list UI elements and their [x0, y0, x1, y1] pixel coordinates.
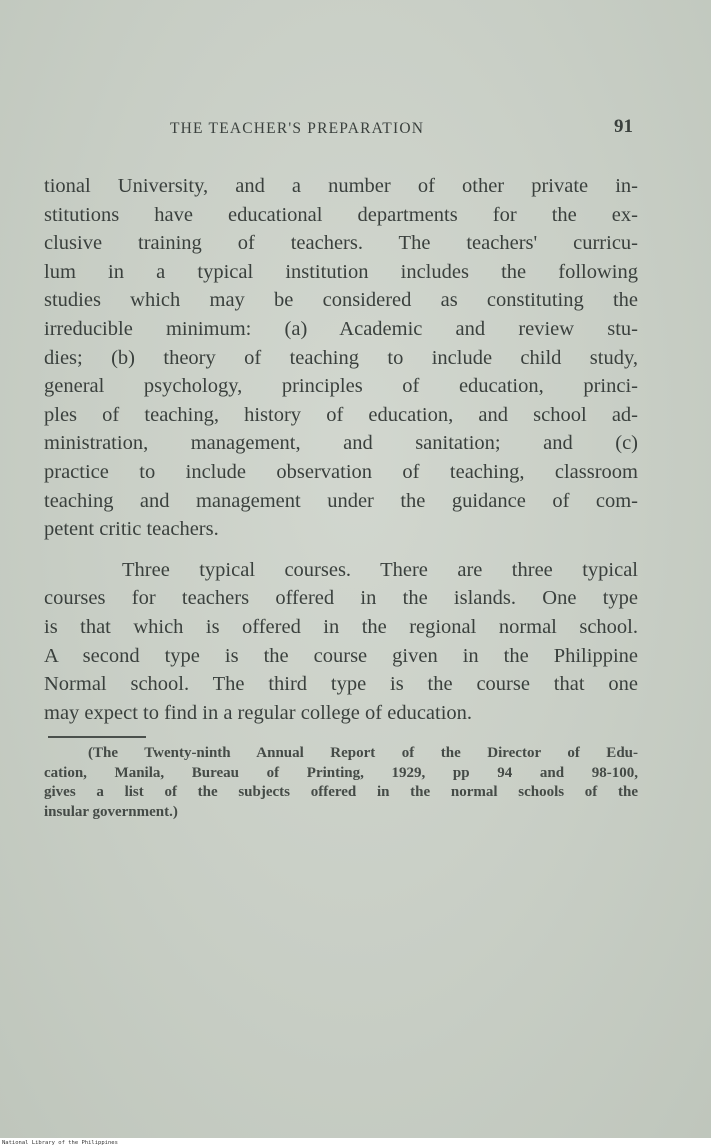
- paragraph-1: [44, 172, 638, 544]
- text-line: is that which is offered in the regional normal school.: [44, 615, 638, 638]
- text-line: practice to include observation of teaching, classroom: [44, 460, 638, 483]
- paragraph-2: [44, 556, 638, 728]
- text-line: studies which may be considered as constituting the: [44, 289, 638, 312]
- text-line: teaching and management under the guidance of com-: [44, 489, 638, 512]
- page-number: 91: [614, 116, 633, 137]
- text-line: general psychology, principles of education, princi-: [44, 375, 638, 398]
- text-line: petent critic teachers.: [44, 518, 219, 541]
- text-line: ples of teaching, history of education, and school ad-: [44, 403, 638, 426]
- text-line: Three typical courses. There are three typical: [122, 558, 638, 581]
- footnote-line: gives a list of the subjects offered in the normal schools of the: [44, 784, 638, 800]
- running-head: THE TEACHER'S PREPARATION: [170, 120, 425, 137]
- text-line: ministration, management, and sanitation; and (c): [44, 432, 638, 455]
- footnote-line: (The Twenty-ninth Annual Report of the Director of Edu-: [88, 745, 638, 761]
- text-line: irreducible minimum: (a) Academic and review stu-: [44, 317, 638, 340]
- footnote-line: cation, Manila, Bureau of Printing, 1929, pp 94 and 98-100,: [44, 764, 638, 781]
- footnote-line: insular government.): [44, 803, 178, 820]
- text-line: dies; (b) theory of teaching to include child study,: [44, 346, 638, 369]
- text-line: A second type is the course given in the Philippine: [44, 644, 638, 667]
- text-line: tional University, and a number of other private in-: [44, 175, 638, 197]
- footnote-rule: [48, 736, 146, 738]
- text-line: clusive training of teachers. The teachers' curricu-: [44, 232, 638, 255]
- body-text: [44, 172, 638, 727]
- text-line: courses for teachers offered in the islands. One type: [44, 587, 638, 610]
- footnote: [44, 744, 638, 822]
- text-line: stitutions have educational departments for the ex-: [44, 203, 638, 226]
- library-credit: National Library of the Philippines: [2, 1140, 118, 1146]
- text-line: lum in a typical institution includes the following: [44, 260, 638, 283]
- paragraph-gap: [44, 544, 638, 556]
- text-line: may expect to find in a regular college of education.: [44, 701, 473, 724]
- page-header: [0, 116, 711, 146]
- text-line: Normal school. The third type is the course that one: [44, 673, 638, 696]
